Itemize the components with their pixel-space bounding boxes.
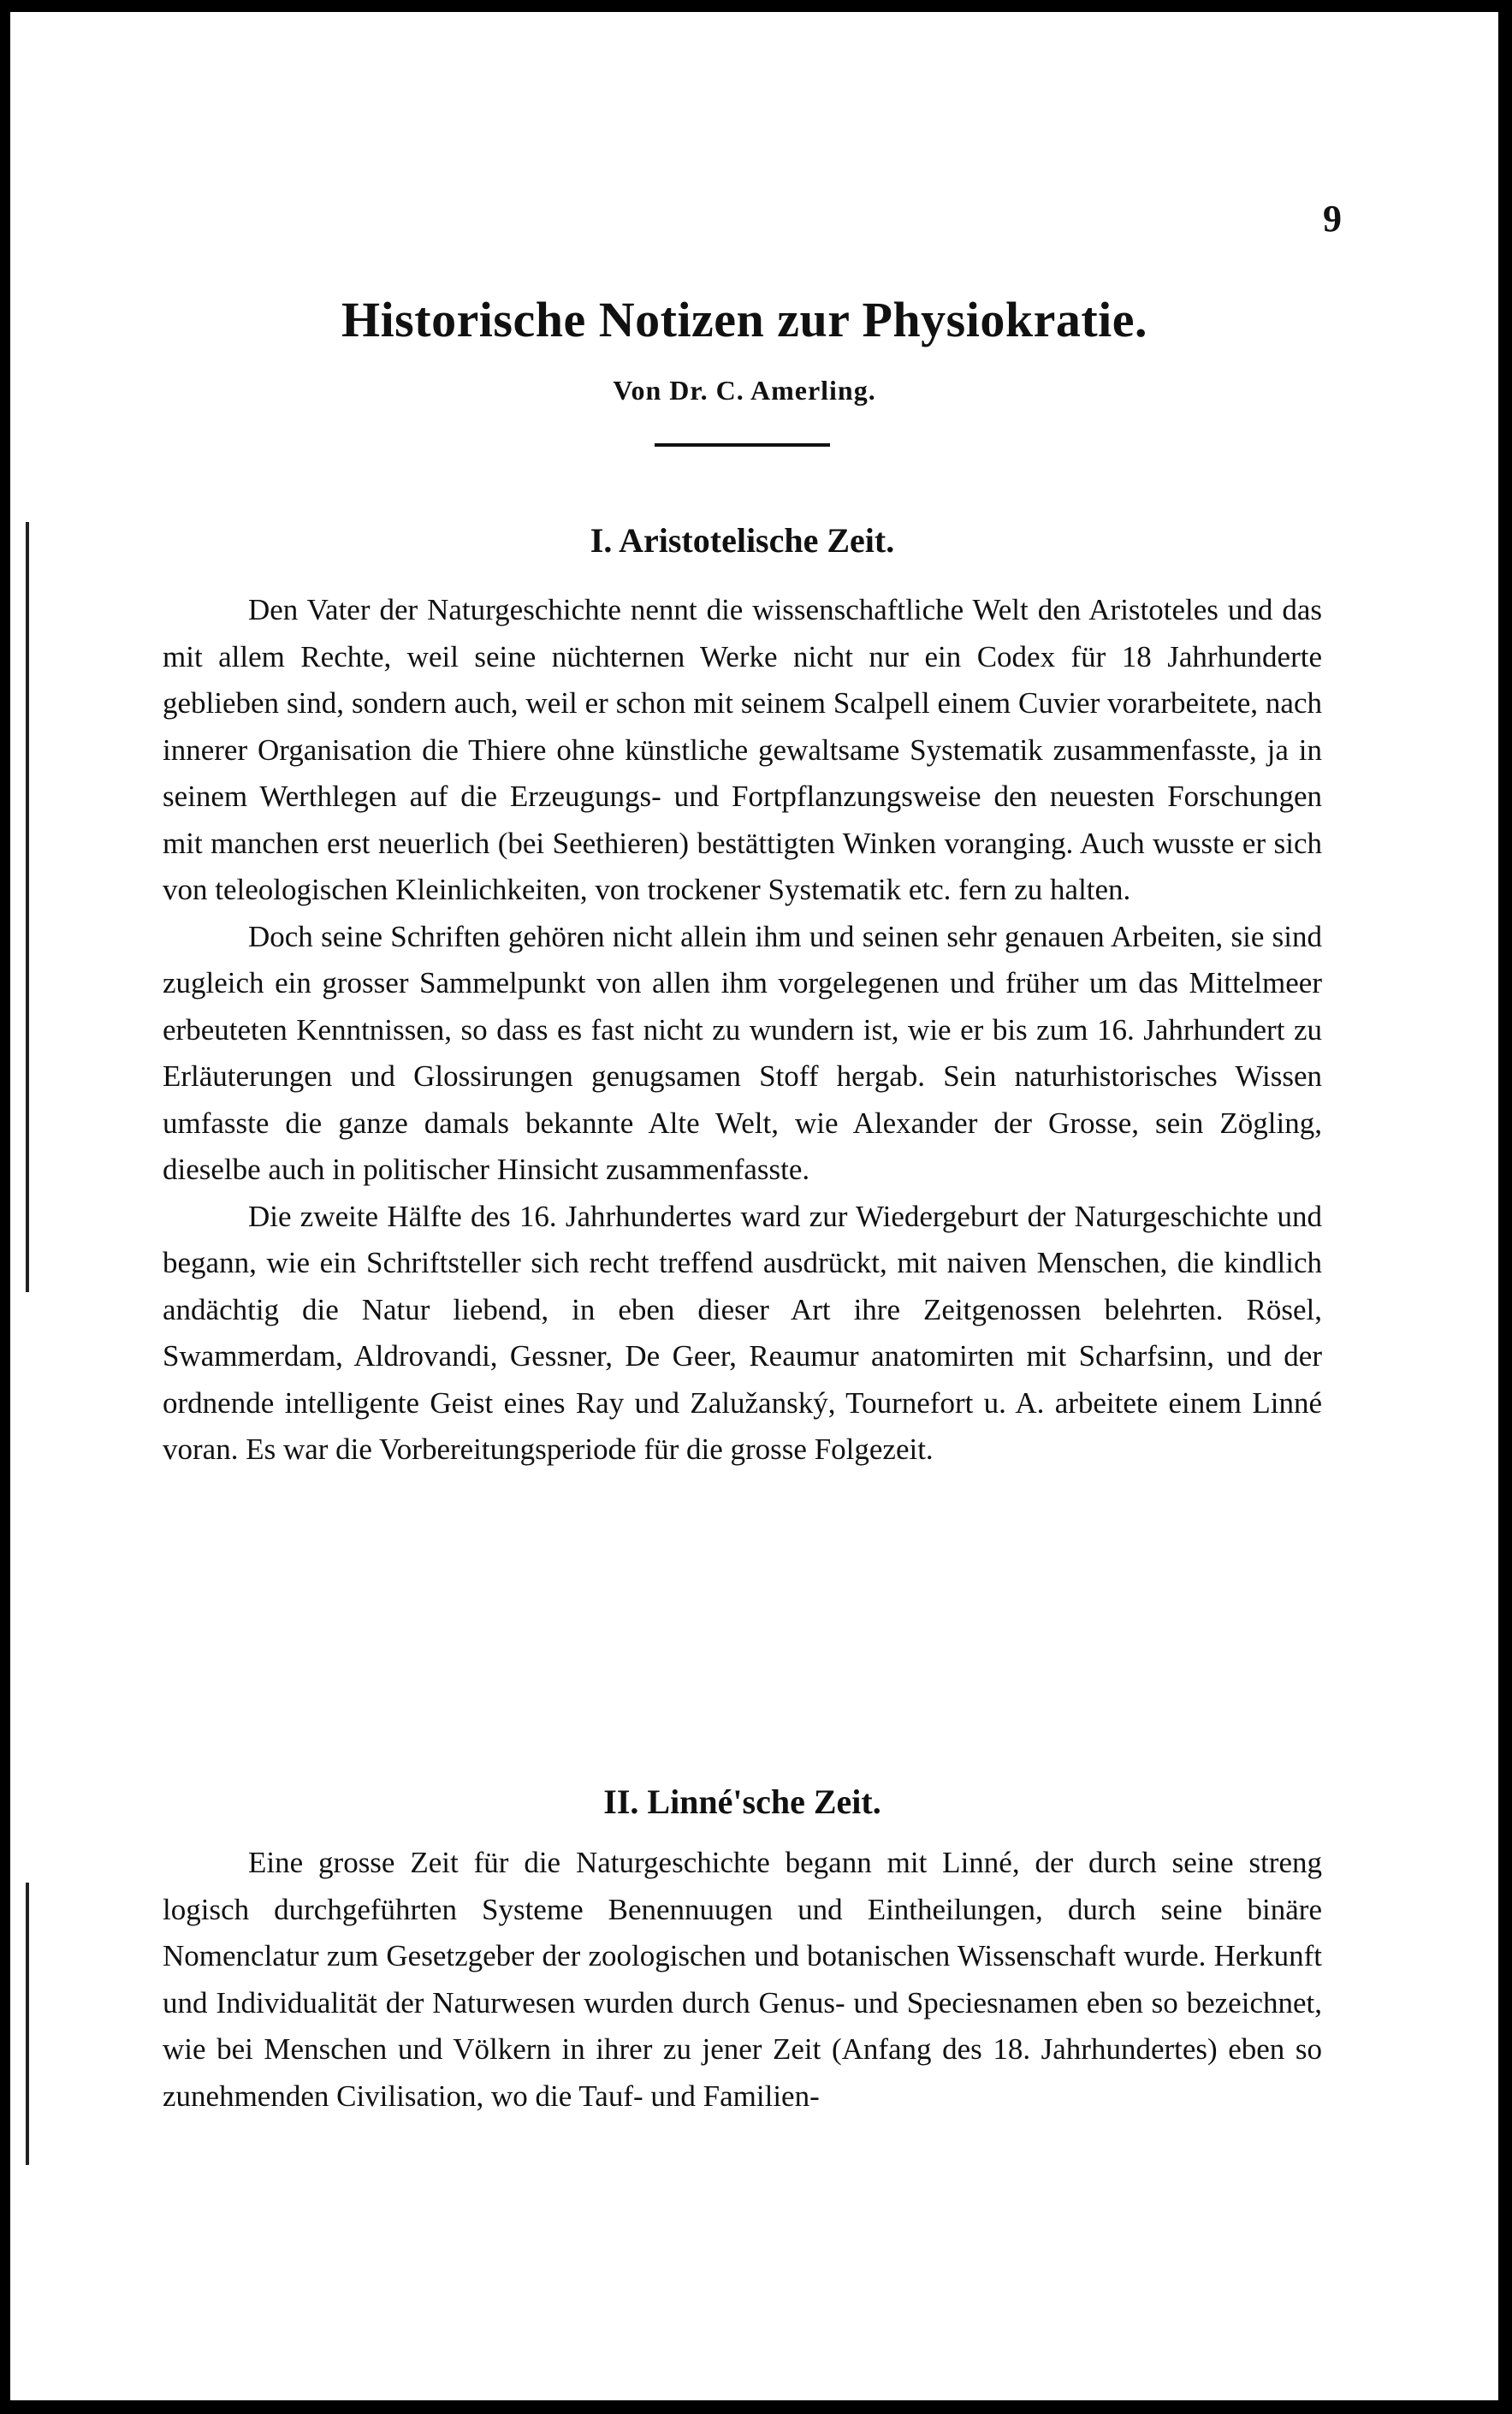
title-divider <box>655 443 830 447</box>
paragraph: Doch seine Schriften gehören nicht allein ihm und seinen sehr genauen Arbeiten, sie sind zugleich ein grosser Sammelpunkt von allen ihm vorgelegenen und früher um das Mittelmeer erbeuteten Kenntnissen, so dass es fast nicht zu wundern ist, wie er bis zum 16. Jahrhundert zu Erläuterungen und Glossirungen genugsamen Stoff hergab. Sein naturhistorisches Wissen umfasste die ganze damals bekannte Alte Welt, wie Alexander der Grosse, sein Zögling, dieselbe auch in politischer Hinsicht zusammenfasste. <box>163 919 1322 1186</box>
binding-margin-mark <box>26 522 29 1292</box>
scan-border-top <box>0 0 1512 12</box>
paragraph: Den Vater der Naturgeschichte nennt die wissenschaftliche Welt den Aristoteles und das mit allem Rechte, weil seine nüchternen Werke nicht nur ein Codex für 18 Jahrhunderte geblieben sind, sondern auch, weil er schon mit seinem Scalpell einem Cuvier vorarbeitete, nach innerer Organisation die Thiere ohne künstliche gewaltsame Systematik zusammenfasste, ja in seinem Werthlegen auf die Erzeugungs- und Fortpflanzungsweise den neuesten Forschungen mit manchen erst neuerlich (bei Seethieren) bestättigten Winken voranging. Auch wusste er sich von teleologischen Kleinlichkeiten, von trockener Systematik etc. fern zu halten. <box>163 593 1322 906</box>
scan-border-right <box>1498 0 1512 2414</box>
paragraph: Eine grosse Zeit für die Naturgeschichte begann mit Linné, der durch seine streng logisch durchgeführten Systeme Benennuugen und Eintheilungen, durch seine binäre Nomenclatur zum Gesetzgeber der zoologischen und botanischen Wissenschaft wurde. Herkunft und Individualität der Naturwesen wurden durch Genus- und Speciesnamen eben so bezeichnet, wie bei Menschen und Völkern in ihrer zu jener Zeit (Anfang des 18. Jahrhundertes) eben so zunehmenden Civilisation, wo die Tauf- und Familien- <box>163 1846 1322 2113</box>
article-title: Historische Notizen zur Physiokratie. <box>341 292 1148 347</box>
section-body <box>163 1840 1322 2120</box>
scan-border-bottom <box>0 2400 1512 2414</box>
article-author: Von Dr. C. Amerling. <box>613 375 876 406</box>
section-heading: I. Aristotelische Zeit. <box>590 521 895 560</box>
page-number: 9 <box>1323 198 1342 240</box>
section-heading: II. Linné'sche Zeit. <box>603 1782 881 1821</box>
scan-border-left <box>0 0 10 2414</box>
paragraph: Die zweite Hälfte des 16. Jahrhundertes ward zur Wiedergeburt der Naturgeschichte und begann, wie ein Schriftsteller sich recht treffend ausdrückt, mit naiven Menschen, die kindlich andächtig die Natur liebend, in eben dieser Art ihre Zeitgenossen belehrten. Rösel, Swammerdam, Aldrovandi, Gessner, De Geer, Reaumur anatomirten mit Scharfsinn, und der ordnende intelligente Geist eines Ray und Zalužanský, Tournefort u. A. arbeitete einem Linné voran. Es war die Vorbereitungsperiode für die grosse Folgezeit. <box>163 1199 1322 1466</box>
binding-margin-mark <box>26 1883 29 2165</box>
section-body <box>163 587 1322 1474</box>
